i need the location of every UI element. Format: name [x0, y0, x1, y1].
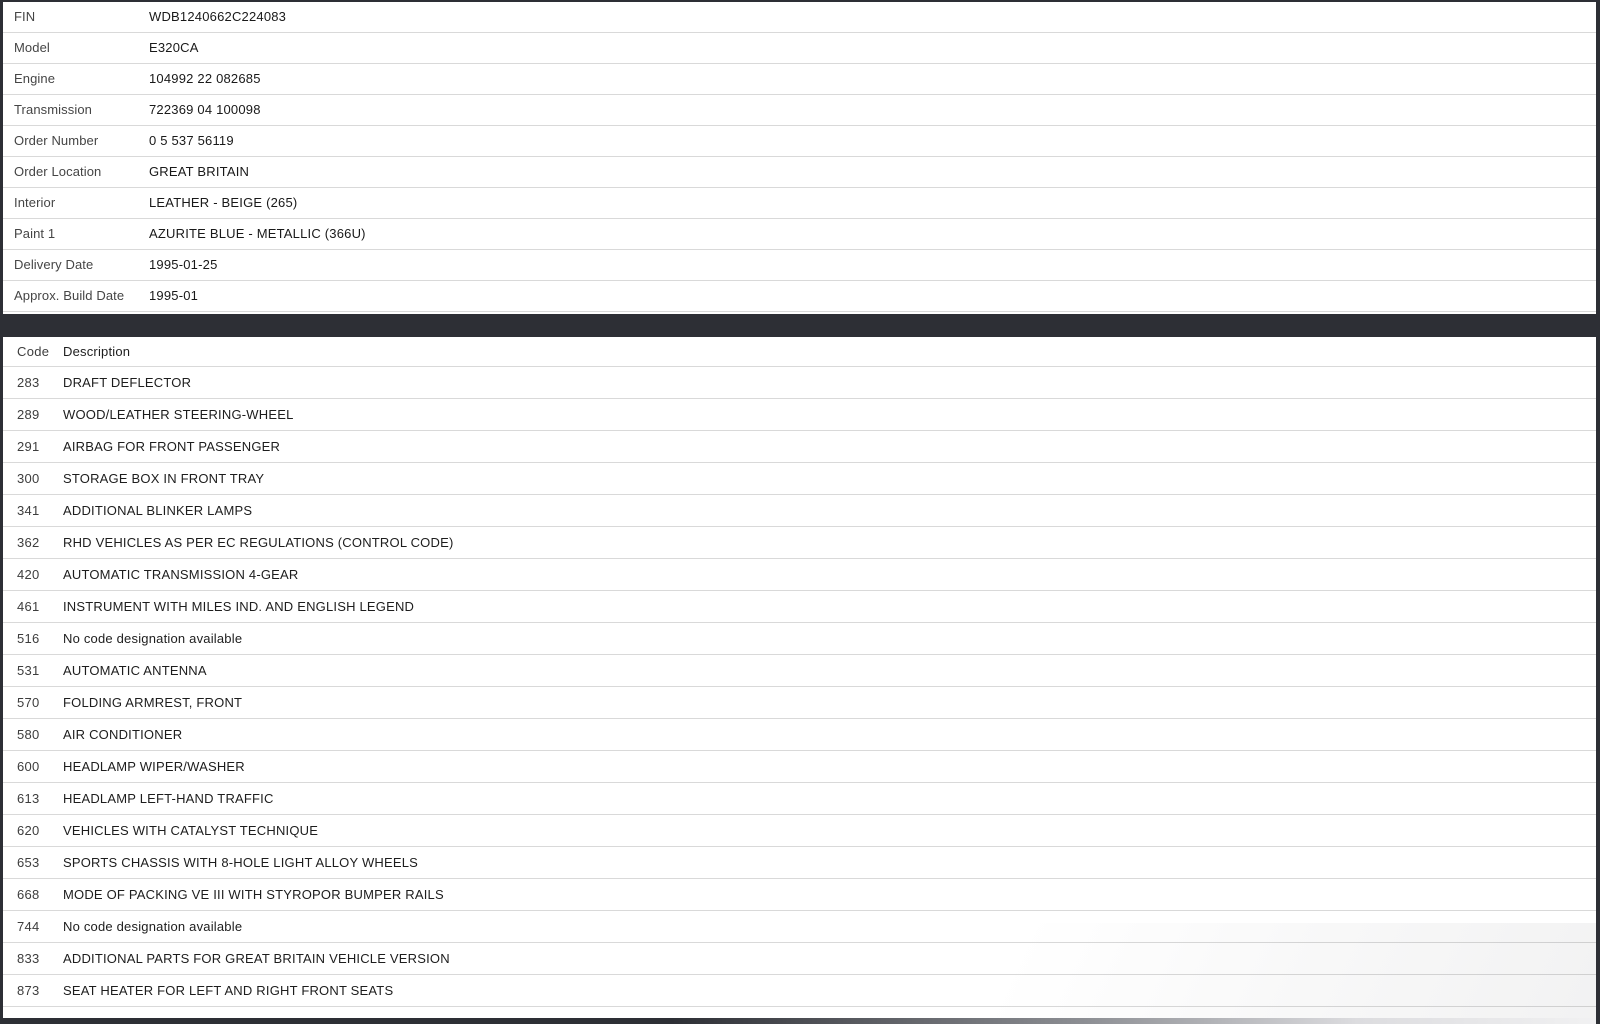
code-cell: 620 [17, 823, 40, 838]
description-cell: RHD VEHICLES AS PER EC REGULATIONS (CONTROL CODE) [63, 535, 454, 550]
info-value: 1995-01 [149, 288, 199, 303]
description-cell: No code designation available [63, 919, 243, 934]
info-label: Paint 1 [14, 226, 56, 241]
info-row [3, 281, 1596, 312]
code-cell: 613 [17, 791, 40, 806]
description-cell: AIR CONDITIONER [63, 727, 183, 742]
description-cell: SEAT HEATER FOR LEFT AND RIGHT FRONT SEATS [63, 983, 394, 998]
table-row [3, 527, 1596, 559]
info-row [3, 95, 1596, 126]
info-label: Order Location [14, 164, 102, 179]
table-row [3, 399, 1596, 431]
table-row [3, 751, 1596, 783]
info-label: Interior [14, 195, 56, 210]
description-cell: WOOD/LEATHER STEERING-WHEEL [63, 407, 294, 422]
info-label: Engine [14, 71, 56, 86]
info-row [3, 188, 1596, 219]
code-cell: 516 [17, 631, 40, 646]
info-label: Order Number [14, 133, 99, 148]
code-cell: 668 [17, 887, 40, 902]
info-row [3, 250, 1596, 281]
code-cell: 600 [17, 759, 40, 774]
code-cell: 341 [17, 503, 40, 518]
table-row [3, 911, 1596, 943]
code-cell: 291 [17, 439, 40, 454]
code-cell: 744 [17, 919, 40, 934]
table-row [3, 655, 1596, 687]
info-value: E320CA [149, 40, 199, 55]
table-row [3, 879, 1596, 911]
info-row [3, 219, 1596, 250]
table-row [3, 623, 1596, 655]
info-value: 0 5 537 56119 [149, 133, 234, 148]
table-row [3, 687, 1596, 719]
info-value: 1995-01-25 [149, 257, 218, 272]
code-cell: 580 [17, 727, 40, 742]
description-cell: AUTOMATIC ANTENNA [63, 663, 207, 678]
table-row [3, 367, 1596, 399]
table-row [3, 943, 1596, 975]
description-cell: VEHICLES WITH CATALYST TECHNIQUE [63, 823, 319, 838]
code-cell: 833 [17, 951, 40, 966]
code-column-header: Code [17, 344, 50, 359]
description-cell: ADDITIONAL BLINKER LAMPS [63, 503, 253, 518]
description-cell: ADDITIONAL PARTS FOR GREAT BRITAIN VEHICLE VERSION [63, 951, 450, 966]
table-row [3, 495, 1596, 527]
table-row [3, 847, 1596, 879]
table-row [3, 815, 1596, 847]
table-row [3, 975, 1596, 1007]
info-value: LEATHER - BEIGE (265) [149, 195, 298, 210]
info-label: FIN [14, 9, 36, 24]
section-divider-bar [3, 314, 1596, 337]
codes-table-body [3, 367, 1596, 1024]
table-row [3, 591, 1596, 623]
description-cell: FOLDING ARMREST, FRONT [63, 695, 243, 710]
info-label: Approx. Build Date [14, 288, 125, 303]
code-cell: 570 [17, 695, 40, 710]
code-cell: 300 [17, 471, 40, 486]
code-cell: 289 [17, 407, 40, 422]
description-cell: HEADLAMP LEFT-HAND TRAFFIC [63, 791, 274, 806]
info-row [3, 126, 1596, 157]
info-row [3, 64, 1596, 95]
table-row [3, 559, 1596, 591]
table-row [3, 431, 1596, 463]
info-label: Delivery Date [14, 257, 94, 272]
code-cell: 653 [17, 855, 40, 870]
info-row [3, 157, 1596, 188]
description-cell: No code designation available [63, 631, 243, 646]
description-cell: DRAFT DEFLECTOR [63, 375, 192, 390]
code-cell: 531 [17, 663, 40, 678]
info-value: AZURITE BLUE - METALLIC (366U) [149, 226, 366, 241]
vehicle-info-table [3, 2, 1596, 312]
code-cell: 362 [17, 535, 40, 550]
description-cell: MODE OF PACKING VE III WITH STYROPOR BUMPER RAILS [63, 887, 444, 902]
description-cell: STORAGE BOX IN FRONT TRAY [63, 471, 265, 486]
table-row [3, 783, 1596, 815]
option-codes-table [3, 337, 1596, 1024]
bottom-divider-bar [3, 1018, 1596, 1024]
table-row [3, 463, 1596, 495]
description-cell: AUTOMATIC TRANSMISSION 4-GEAR [63, 567, 299, 582]
info-value: WDB1240662C224083 [149, 9, 287, 24]
description-cell: SPORTS CHASSIS WITH 8-HOLE LIGHT ALLOY WHEELS [63, 855, 419, 870]
description-column-header: Description [63, 344, 131, 359]
description-cell: AIRBAG FOR FRONT PASSENGER [63, 439, 281, 454]
code-cell: 420 [17, 567, 40, 582]
info-label: Model [14, 40, 50, 55]
codes-table-header [3, 337, 1596, 367]
info-value: 104992 22 082685 [149, 71, 261, 86]
code-cell: 873 [17, 983, 40, 998]
table-row [3, 719, 1596, 751]
code-cell: 461 [17, 599, 40, 614]
info-label: Transmission [14, 102, 93, 117]
description-cell: HEADLAMP WIPER/WASHER [63, 759, 245, 774]
info-value: GREAT BRITAIN [149, 164, 250, 179]
info-row [3, 2, 1596, 33]
description-cell: INSTRUMENT WITH MILES IND. AND ENGLISH LEGEND [63, 599, 415, 614]
code-cell: 283 [17, 375, 40, 390]
info-row [3, 33, 1596, 64]
info-value: 722369 04 100098 [149, 102, 261, 117]
